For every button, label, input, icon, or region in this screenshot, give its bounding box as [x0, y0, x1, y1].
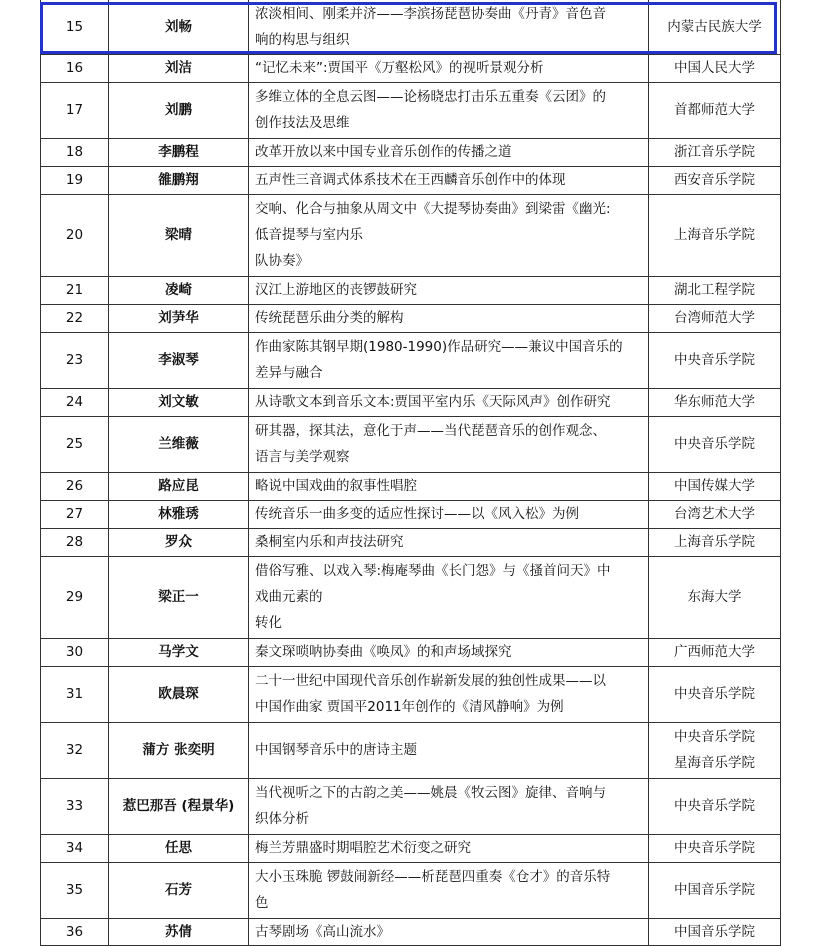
institution-name: 浙江音乐学院 [649, 138, 781, 166]
author-name: 刘鹏 [109, 82, 249, 138]
author-name: 李淑琴 [109, 332, 249, 388]
table-row [41, 82, 781, 138]
institution-name: 上海音乐学院 [649, 528, 781, 556]
row-number: 19 [41, 166, 109, 194]
row-number: 29 [41, 556, 109, 638]
institution-name: 台湾艺术大学 [649, 500, 781, 528]
table-row [41, 138, 781, 166]
institution-name: 中国音乐学院 [649, 918, 781, 945]
table-row [41, 638, 781, 666]
author-name: 兰维薇 [109, 416, 249, 472]
paper-title: 借俗写雅、以戏入琴:梅庵琴曲《长门怨》与《搔首问天》中 戏曲元素的 转化 [249, 556, 649, 638]
paper-title: 古琴剧场《高山流水》 [249, 918, 649, 945]
table-row [41, 276, 781, 304]
institution-name: 中央音乐学院 星海音乐学院 [649, 722, 781, 778]
author-name: 梁晴 [109, 194, 249, 276]
table-row [41, 500, 781, 528]
author-name: 梁正一 [109, 556, 249, 638]
row-number: 22 [41, 304, 109, 332]
table-body [41, 0, 781, 945]
row-number: 20 [41, 194, 109, 276]
institution-name: 中国音乐学院 [649, 862, 781, 918]
row-number: 33 [41, 778, 109, 834]
institution-name: 华东师范大学 [649, 388, 781, 416]
table-row [41, 862, 781, 918]
table-row [41, 556, 781, 638]
institution-name: 湖北工程学院 [649, 276, 781, 304]
author-name: 刘畅 [109, 0, 249, 54]
institution-name: 中央音乐学院 [649, 778, 781, 834]
paper-list-table-wrapper [40, 0, 780, 946]
table-row [41, 332, 781, 388]
table-row [41, 834, 781, 862]
paper-title: 交响、化合与抽象从周文中《大提琴协奏曲》到梁雷《幽光: 低音提琴与室内乐 队协奏》 [249, 194, 649, 276]
table-row [41, 166, 781, 194]
table-row [41, 54, 781, 82]
institution-name: 首都师范大学 [649, 82, 781, 138]
author-name: 林雅琇 [109, 500, 249, 528]
table-row [41, 666, 781, 722]
row-number: 35 [41, 862, 109, 918]
paper-title: 从诗歌文本到音乐文本:贾国平室内乐《天际风声》创作研究 [249, 388, 649, 416]
institution-name: 西安音乐学院 [649, 166, 781, 194]
author-name: 刘文敏 [109, 388, 249, 416]
author-name: 任思 [109, 834, 249, 862]
author-name: 刘芛华 [109, 304, 249, 332]
row-number: 31 [41, 666, 109, 722]
table-row [41, 778, 781, 834]
institution-name: 上海音乐学院 [649, 194, 781, 276]
author-name: 欧晨琛 [109, 666, 249, 722]
institution-name: 中央音乐学院 [649, 416, 781, 472]
author-name: 蒲方 张奕明 [109, 722, 249, 778]
paper-title: 作曲家陈其钢早期(1980-1990)作品研究——兼议中国音乐的 差异与融合 [249, 332, 649, 388]
paper-title: “记忆未来”:贾国平《万壑松风》的视听景观分析 [249, 54, 649, 82]
paper-title: 略说中国戏曲的叙事性唱腔 [249, 472, 649, 500]
row-number: 16 [41, 54, 109, 82]
table-row [41, 528, 781, 556]
institution-name: 中国人民大学 [649, 54, 781, 82]
paper-title: 改革开放以来中国专业音乐创作的传播之道 [249, 138, 649, 166]
paper-title: 中国钢琴音乐中的唐诗主题 [249, 722, 649, 778]
paper-title: 传统琵琶乐曲分类的解构 [249, 304, 649, 332]
author-name: 李鹏程 [109, 138, 249, 166]
table-row [41, 918, 781, 945]
institution-name: 广西师范大学 [649, 638, 781, 666]
row-number: 17 [41, 82, 109, 138]
institution-name: 中央音乐学院 [649, 332, 781, 388]
paper-title: 桑桐室内乐和声技法研究 [249, 528, 649, 556]
row-number: 15 [41, 0, 109, 54]
institution-name: 东海大学 [649, 556, 781, 638]
paper-title: 五声性三音调式体系技术在王西麟音乐创作中的体现 [249, 166, 649, 194]
table-row [41, 388, 781, 416]
row-number: 36 [41, 918, 109, 945]
paper-title: 秦文琛唢呐协奏曲《唤凤》的和声场域探究 [249, 638, 649, 666]
paper-title: 传统音乐一曲多变的适应性探讨——以《风入松》为例 [249, 500, 649, 528]
author-name: 石芳 [109, 862, 249, 918]
paper-title: 多维立体的全息云图——论杨晓忠打击乐五重奏《云团》的 创作技法及思维 [249, 82, 649, 138]
institution-name: 中央音乐学院 [649, 834, 781, 862]
row-number: 32 [41, 722, 109, 778]
author-name: 路应昆 [109, 472, 249, 500]
paper-title: 当代视听之下的古韵之美——姚晨《牧云图》旋律、音响与 织体分析 [249, 778, 649, 834]
author-name: 苏倩 [109, 918, 249, 945]
table-row [41, 0, 781, 54]
paper-title: 汉江上游地区的丧锣鼓研究 [249, 276, 649, 304]
paper-title: 大小玉珠脆 锣鼓闹新经——析琵琶四重奏《仓才》的音乐特 色 [249, 862, 649, 918]
row-number: 18 [41, 138, 109, 166]
table-row [41, 722, 781, 778]
author-name: 雒鹏翔 [109, 166, 249, 194]
table-row [41, 194, 781, 276]
row-number: 25 [41, 416, 109, 472]
row-number: 30 [41, 638, 109, 666]
institution-name: 中国传媒大学 [649, 472, 781, 500]
table-row [41, 472, 781, 500]
author-name: 刘洁 [109, 54, 249, 82]
paper-title: 梅兰芳鼎盛时期唱腔艺术衍变之研究 [249, 834, 649, 862]
paper-title: 浓淡相间、刚柔并济——李滨扬琵琶协奏曲《丹青》音色音 响的构思与组织 [249, 0, 649, 54]
paper-list-table [40, 0, 781, 946]
paper-title: 二十一世纪中国现代音乐创作崭新发展的独创性成果——以 中国作曲家 贾国平2011年创作的《清风静响》为例 [249, 666, 649, 722]
institution-name: 中央音乐学院 [649, 666, 781, 722]
table-row [41, 416, 781, 472]
row-number: 34 [41, 834, 109, 862]
row-number: 24 [41, 388, 109, 416]
author-name: 罗众 [109, 528, 249, 556]
row-number: 27 [41, 500, 109, 528]
paper-title: 研其器，探其法，意化于声——当代琵琶音乐的创作观念、 语言与美学观察 [249, 416, 649, 472]
institution-name: 内蒙古民族大学 [649, 0, 781, 54]
row-number: 26 [41, 472, 109, 500]
author-name: 马学文 [109, 638, 249, 666]
row-number: 28 [41, 528, 109, 556]
row-number: 21 [41, 276, 109, 304]
row-number: 23 [41, 332, 109, 388]
author-name: 惹巴那吾 (程景华) [109, 778, 249, 834]
institution-name: 台湾师范大学 [649, 304, 781, 332]
author-name: 凌崎 [109, 276, 249, 304]
table-row [41, 304, 781, 332]
